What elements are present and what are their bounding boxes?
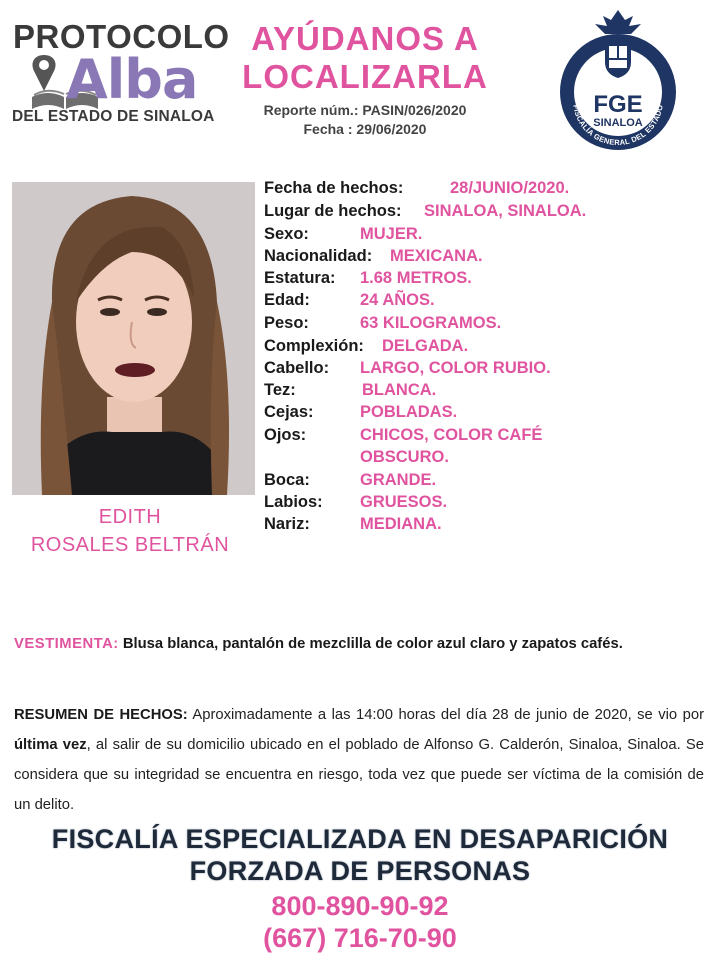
missing-person-photo [12, 182, 255, 495]
detail-value: BLANCA. [362, 381, 437, 399]
detail-value: OBSCURO. [360, 448, 449, 466]
seal-ring-text: FISCALÍA GENERAL DEL ESTADO [571, 103, 665, 148]
detail-value: 1.68 METROS. [360, 269, 472, 287]
detail-value: POBLADAS. [360, 403, 458, 421]
footer-agency-line-1: FISCALÍA ESPECIALIZADA EN DESAPARICIÓN [51, 824, 669, 854]
footer-phone-2[interactable]: (667) 716-70-90 [263, 923, 457, 953]
report-date: Fecha : 29/06/2020 [303, 121, 427, 137]
detail-row [264, 314, 502, 336]
detail-value: GRUESOS. [360, 493, 448, 511]
summary-text-post: , al salir de su domicilio ubicado en el poblado de Alfonso G. Calderón, Sinaloa, Sinaloa. Se considera que su integridad se encuentra en riesgo, toda vez que puede ser víctima de la comisión de un delito. [14, 737, 704, 813]
detail-row [264, 515, 442, 537]
portrait-illustration [12, 182, 255, 495]
headline-line-1: AYÚDANOS A [251, 20, 479, 57]
detail-label: Estatura: [264, 269, 336, 287]
seal-abbr: FGE [593, 91, 643, 118]
detail-label: Fecha de hechos: [264, 179, 404, 197]
detail-value: GRANDE. [360, 471, 437, 489]
detail-value: 63 KILOGRAMOS. [360, 314, 502, 332]
detail-value: CHICOS, COLOR CAFÉ [360, 426, 543, 444]
detail-value: 28/JUNIO/2020. [450, 179, 570, 197]
detail-label: Boca: [264, 471, 310, 489]
detail-row [264, 426, 543, 448]
detail-value: LARGO, COLOR RUBIO. [360, 359, 551, 377]
person-first-name: EDITH [98, 506, 162, 528]
detail-row [264, 269, 472, 291]
person-last-names: ROSALES BELTRÁN [30, 534, 230, 556]
detail-row [264, 471, 437, 493]
logo-protocolo-text: PROTOCOLO [13, 18, 230, 55]
detail-label: Labios: [264, 493, 323, 511]
clothing-label: VESTIMENTA: [14, 636, 119, 652]
clothing-text: Blusa blanca, pantalón de mezclilla de color azul claro y zapatos cafés. [122, 636, 623, 652]
detail-value: 24 AÑOS. [360, 291, 435, 309]
summary-text-pre: Aproximadamente a las 14:00 horas del día 28 de junio de 2020, se vio por [192, 707, 704, 723]
detail-label: Lugar de hechos: [264, 202, 402, 220]
detail-label: Sexo: [264, 225, 309, 243]
footer-phone-1[interactable]: 800-890-90-92 [271, 891, 449, 921]
detail-row [264, 381, 437, 403]
detail-label: Peso: [264, 314, 309, 332]
detail-row [264, 202, 587, 224]
detail-value: SINALOA, SINALOA. [424, 202, 587, 220]
clothing-section [14, 634, 704, 655]
summary-label: RESUMEN DE HECHOS: [14, 707, 188, 723]
detail-label: Edad: [264, 291, 310, 309]
detail-label: Complexión: [264, 337, 364, 355]
summary-section [14, 700, 704, 820]
detail-row [264, 403, 458, 425]
detail-value: MEDIANA. [360, 515, 442, 533]
fge-seal-emblem [553, 8, 683, 153]
detail-row [264, 337, 469, 359]
headline-line-2: LOCALIZARLA [242, 58, 488, 95]
detail-label: Cabello: [264, 359, 330, 377]
logo-alba-text: Alba [66, 48, 198, 111]
detail-label: Ojos: [264, 426, 307, 444]
detail-label: Tez: [264, 381, 296, 399]
detail-value: MEXICANA. [390, 247, 483, 265]
fge-seal [553, 8, 683, 153]
detail-row [264, 291, 435, 313]
detail-label: Cejas: [264, 403, 314, 421]
detail-value: DELGADA. [382, 337, 469, 355]
detail-label: Nariz: [264, 515, 310, 533]
detail-label: Nacionalidad: [264, 247, 373, 265]
seal-state: SINALOA [593, 117, 643, 129]
detail-value: MUJER. [360, 225, 423, 243]
detail-row [264, 359, 551, 381]
detail-row [264, 493, 448, 515]
protocolo-alba-logo [0, 0, 235, 130]
footer-agency-line-2: FORZADA DE PERSONAS [189, 856, 531, 886]
summary-emphasis: última vez [14, 737, 87, 753]
detail-row [264, 247, 483, 269]
report-number: Reporte núm.: PASIN/026/2020 [263, 102, 467, 118]
detail-row [264, 179, 570, 201]
detail-row [264, 225, 423, 247]
logo-estado-text: DEL ESTADO DE SINALOA [12, 108, 215, 125]
